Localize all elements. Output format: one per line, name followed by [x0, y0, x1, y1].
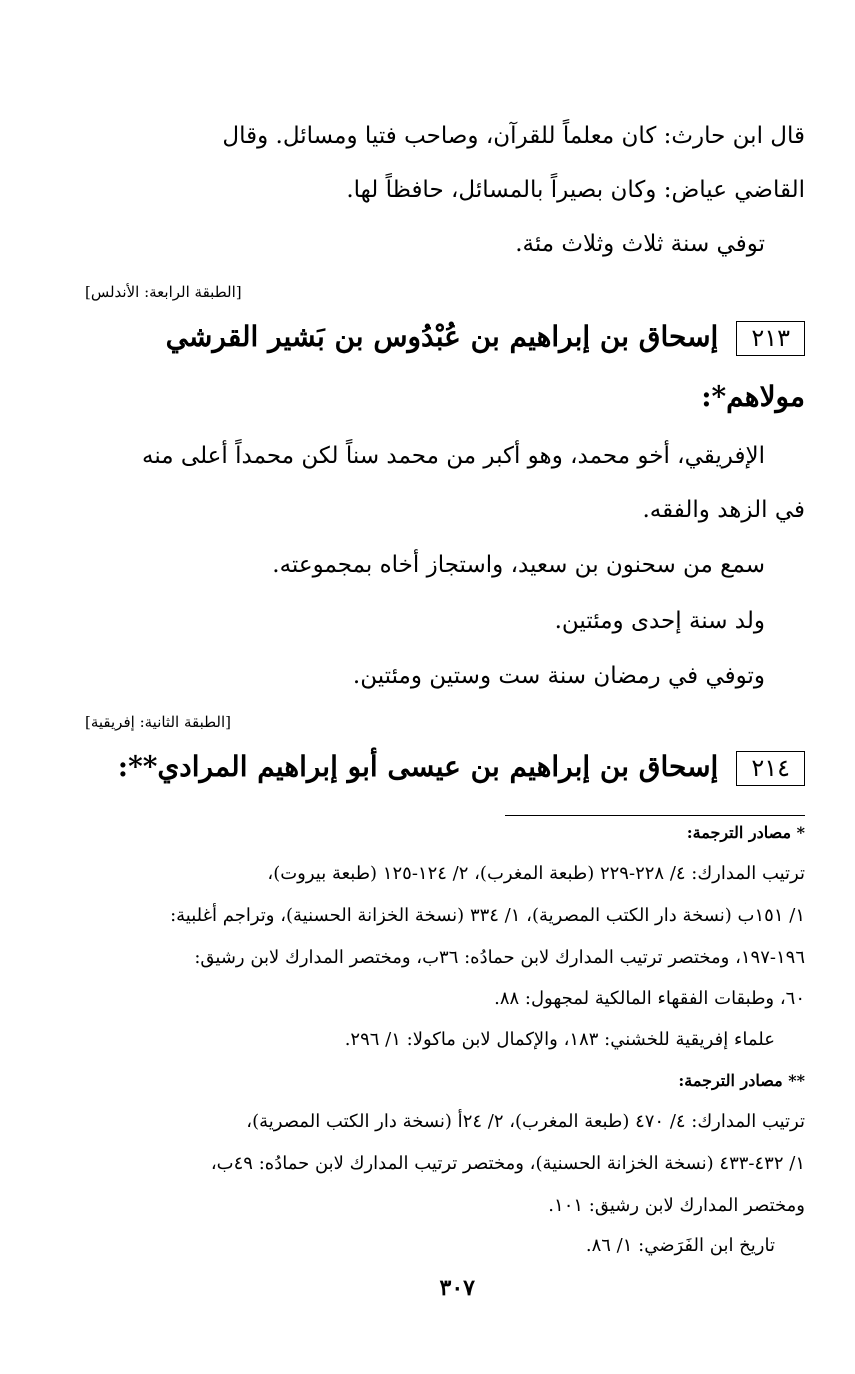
entry-number-box: ٢١٣ — [736, 321, 805, 356]
footnote-line: ترتيب المدارك: ٤/ ٢٢٨-٢٢٩ (طبعة المغرب)، ٢/ ١٢٤-١٢٥ (طبعة بيروت)، — [267, 863, 805, 884]
page-number: ٣٠٧ — [439, 1275, 475, 1301]
paragraph-line: قال ابن حارث: كان معلماً للقرآن، وصاحب فتيا ومسائل. وقال — [222, 123, 805, 149]
footnote-line: ١٩٦-١٩٧، ومختصر ترتيب المدارك لابن حمادُه: ٣٦ب، ومختصر المدارك لابن رشيق: — [194, 947, 805, 968]
footnote-heading: ** مصادر الترجمة: — [678, 1071, 805, 1090]
footnote-line: ١/ ٤٣٢-٤٣٣ (نسخة الخزانة الحسنية)، ومختصر ترتيب المدارك لابن حمادُه: ٤٩ب، — [210, 1153, 805, 1174]
footnote-line: ترتيب المدارك: ٤/ ٤٧٠ (طبعة المغرب)، ٢/ ٢٤أ (نسخة دار الكتب المصرية)، — [246, 1111, 805, 1132]
paragraph-line: في الزهد والفقه. — [642, 497, 805, 523]
footnote-line: ومختصر المدارك لابن رشيق: ١٠١. — [548, 1195, 805, 1216]
paragraph-line: وتوفي في رمضان سنة ست وستين ومئتين. — [352, 663, 765, 689]
footnote-heading: * مصادر الترجمة: — [686, 823, 805, 842]
entry-heading — [118, 750, 805, 786]
entry-heading-continued: مولاهم*: — [701, 380, 805, 413]
entry-name: إسحاق بن إبراهيم بن عُبْدُوس بن بَشير القرشي — [165, 320, 719, 353]
paragraph-line: ولد سنة إحدى ومئتين. — [554, 608, 765, 634]
generation-tag: [الطبقة الثانية: إفريقية] — [85, 713, 232, 731]
paragraph-line: توفي سنة ثلاث وثلاث مئة. — [515, 231, 765, 257]
footnote-line: علماء إفريقية للخشني: ١٨٣، والإكمال لابن ماكولا: ١/ ٢٩٦. — [344, 1029, 775, 1050]
footnote-line: تاريخ ابن الفَرَضي: ١/ ٨٦. — [585, 1235, 775, 1256]
entry-number-box: ٢١٤ — [736, 751, 805, 786]
generation-tag: [الطبقة الرابعة: الأندلس] — [85, 283, 242, 301]
entry-name: إسحاق بن إبراهيم بن عيسى أبو إبراهيم المرادي**: — [117, 750, 719, 783]
entry-heading — [166, 320, 805, 356]
footnote-line: ١/ ١٥١ب (نسخة دار الكتب المصرية)، ١/ ٣٣٤ (نسخة الخزانة الحسنية)، وتراجم أغلبية: — [170, 905, 805, 926]
footnote-line: ٦٠، وطبقات الفقهاء المالكية لمجهول: ٨٨. — [494, 988, 805, 1009]
paragraph-line: سمع من سحنون بن سعيد، واستجاز أخاه بمجموعته. — [272, 552, 765, 578]
footnote-divider — [505, 815, 805, 816]
paragraph-line: القاضي عياض: وكان بصيراً بالمسائل، حافظاً لها. — [346, 177, 805, 203]
paragraph-line: الإفريقي، أخو محمد، وهو أكبر من محمد سناً لكن محمداً أعلى منه — [142, 443, 765, 469]
